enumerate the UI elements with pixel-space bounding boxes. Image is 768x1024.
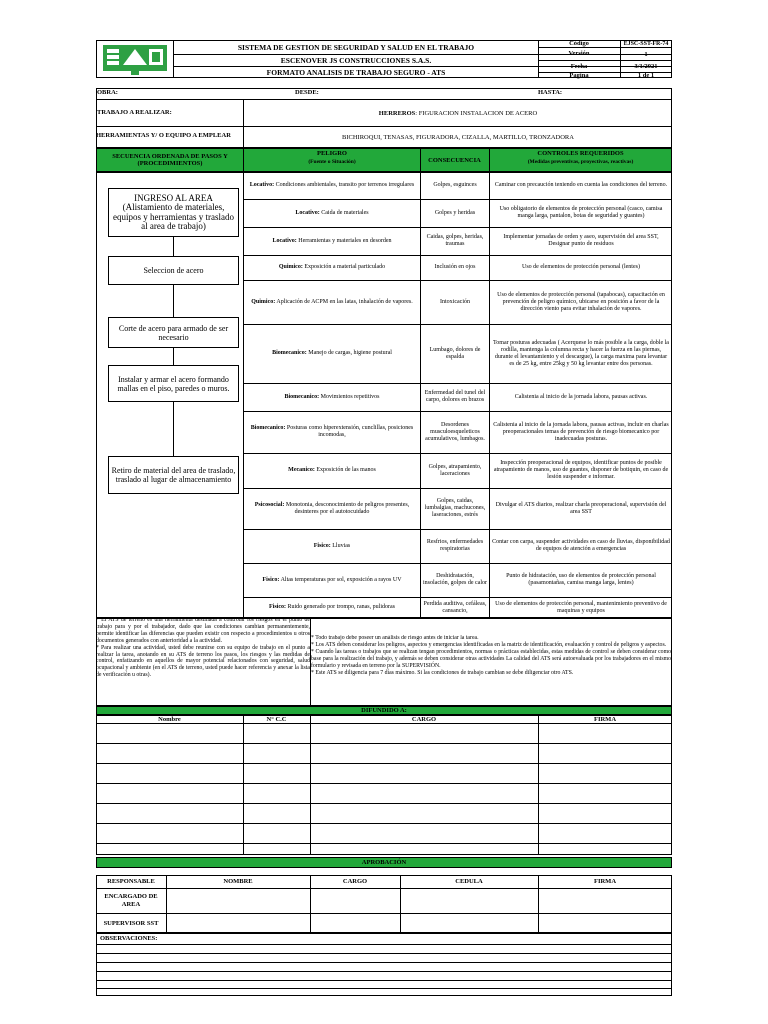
hazard-type: Biomecanico: <box>250 425 286 431</box>
hazard-cell <box>244 529 420 563</box>
control-cell: Uso de elementos de protección personal (tapabocas), capacitación en prevención de peligro químico, ubicarse en posición a favor de la dirección viento para evitar inhalación de vapores. <box>497 291 665 312</box>
hazard-type: Biomecanico: <box>284 393 320 400</box>
difundido-table <box>96 715 672 855</box>
consequence-cell: Intoxicación <box>440 298 470 305</box>
hazard-type: Mecanico: <box>288 467 315 473</box>
company-logo <box>96 40 174 78</box>
consequence-cell: Golpes y heridas <box>434 209 476 216</box>
value-pagina: 1 de 1 <box>637 71 655 79</box>
control-cell: Uso obligatorio de elementos de protección personal (casco, camisa manga larga, pantalon, botas de seguridad y guantes) <box>499 206 663 219</box>
consequence-cell: Golpes, esguinces <box>433 182 477 188</box>
hazard-source: Exposición de las manos <box>314 467 376 473</box>
hazard-source: Movimientos repetitivos <box>319 393 380 400</box>
hazard-type: Locativo: <box>295 209 320 216</box>
consequence-cell: Perdida auditiva, cefáleas, cansancio, <box>423 600 487 614</box>
header-secuencia: SECUENCIA ORDENADA DE PASOS Y (PROCEDIMIENTOS) <box>112 152 228 167</box>
hazard-source: Altas temperaturas por sol, exposición a rayos UV <box>279 576 402 583</box>
control-cell: Contar con carpa, suspender actividades en caso de lluvias, disponibilidad de equipos de atención a emergencias <box>492 539 670 552</box>
hazard-cell <box>244 172 420 199</box>
label-version: Versión <box>568 50 590 57</box>
header-controles <box>489 150 672 166</box>
aprobacion-title: APROBACIÓN <box>361 859 407 866</box>
control-cell: Calistenia al inicio de la jornada labora, pausas activas. <box>514 393 648 400</box>
hazard-cell <box>244 324 420 383</box>
control-cell: Inspección preoperacional de equipos, identificar puntos de posible atrapamiento de manos, uso de guantes, disponer de botiquin, en caso de lesión suspender e informar. <box>493 460 669 480</box>
hazard-type: Psicosocial: <box>254 501 285 508</box>
header-peligro <box>244 150 420 166</box>
value-fecha: 3/1/2021 <box>634 62 658 70</box>
step-retiro-material: Retiro de material del area de traslado, traslado al lugar de almacenamiento <box>108 456 239 494</box>
control-cell: Caminar con precaución teniendo en cuenta las condiciones del terreno. <box>494 182 668 188</box>
value-version: 1 <box>644 51 648 58</box>
header-controles-sub: (Medidas preventivas, proyectivas, reactivas) <box>527 159 634 165</box>
aprob-col-cargo: CARGO <box>342 878 368 885</box>
hazard-type: Fisico: <box>262 576 280 583</box>
obra-label: OBRA: <box>97 89 118 96</box>
notes-right: * Todo trabajo debe poseer un análisis de riesgo antes de iniciar la tarea. * Los ATS deben considerar los peligros, aspectos y emergencias identificadas en la matriz de identificación, evaluación y control de peligros y aspectos. * Cuando las tareas o trabajos que se realizan tengan procedimientos, normas o prácticas establecidas, estas medidas de control se deben considerar como base para la realización del trabajo, y además se deben considerar otras actividades La calidad del ATS será autoevaluada por los trabajadores en el mismo formulario y revisada en terreno por la SUPERVISIÓN. * Este ATS se diligencia para 7 días máximo. Si las condiciones de trabajo cambian se debe diligenciar otro ATS. <box>311 635 671 676</box>
aprob-col-firma: FIRMA <box>593 878 617 885</box>
signature-row-line <box>96 823 672 824</box>
difundido-title: DIFUNDIDO A: <box>361 707 407 714</box>
header-title-system: SISTEMA DE GESTION DE SEGURIDAD Y SALUD EN EL TRABAJO <box>237 43 475 52</box>
hazard-cell <box>244 383 420 411</box>
signature-row-line <box>96 783 672 784</box>
herramientas-label: HERRAMIENTAS Y/ O EQUIPO A EMPLEAR <box>96 132 231 139</box>
hazard-cell <box>244 411 420 453</box>
aprob-col-cedula: CEDULA <box>455 878 483 885</box>
hazard-source: Herramientas y materiales en desorden <box>296 237 392 244</box>
consequence-cell: Desordenes musculoesqueleticos acumulativos, lumbagos. <box>425 421 485 442</box>
observaciones-label: OBSERVACIONES: <box>100 935 158 942</box>
label-codigo: Código <box>569 40 589 47</box>
logo-graphic <box>97 41 173 77</box>
step-instalar-acero: Instalar y armar el acero formando mallas en el piso, paredes o muros. <box>108 365 239 402</box>
observation-line <box>96 971 672 972</box>
herramientas-value: BICHIROQUI, TENASAS, FIGURADORA, CIZALLA, MARTILLO, TRONZADORA <box>342 134 574 141</box>
trabajo-value <box>244 100 672 126</box>
hazard-type: Quimico: <box>278 264 303 270</box>
control-cell: Uso de elementos de protección personal, mantenimiento preventivo de maquinas y equipos <box>495 600 667 614</box>
hazard-source: Posturas como hiperextensión, cunclillas, posiciones incomodas, <box>285 425 414 438</box>
observation-line <box>96 980 672 981</box>
trabajo-value-text: : FIGURACION INSTALACION DE ACERO <box>415 109 538 117</box>
step-seleccion-acero: Seleccion de acero <box>108 256 239 285</box>
hazard-type: Quimico: <box>251 298 276 305</box>
aprob-col-responsable: RESPONSABLE <box>107 878 155 885</box>
hazard-cell <box>244 255 420 280</box>
hazard-cell <box>244 453 420 488</box>
difundido-col-nombre: Nombre <box>158 715 181 723</box>
hazard-cell <box>244 227 420 255</box>
hazard-source: Aplicación de ACPM en las latas, inhalación de vapores. <box>275 298 413 305</box>
hazard-cell <box>244 563 420 597</box>
observaciones-table <box>96 933 672 996</box>
consequence-cell: Golpes, caidas, lumbalgias, machucones, laseraciones, estrés <box>424 498 486 518</box>
control-cell: Uso de elementos de protección personal (lentes) <box>522 264 640 270</box>
header-title-format: FORMATO ANALISIS DE TRABAJO SEGURO - ATS <box>266 67 446 77</box>
control-cell: Implementar jornadas de orden y aseo, supervisión del area SST, Designar punto de residuos <box>503 234 659 247</box>
observation-line <box>96 988 672 989</box>
hazard-source: Lluvias <box>330 542 351 549</box>
difundido-col-cc: N° C.C <box>266 715 287 723</box>
hazard-type: Locativo: <box>272 237 297 244</box>
consequence-cell: Inclusión en ojos <box>434 264 476 270</box>
hazard-cell <box>244 488 420 529</box>
step-corte-acero: Corte de acero para armado de ser necesario <box>108 317 239 348</box>
step-ingreso-area: INGRESO AL AREA (Alistamiento de materiales, equipos y herramientas y traslado al area de trabajo) <box>108 188 239 237</box>
hazard-cell <box>244 597 420 618</box>
difundido-col-firma: FIRMA <box>593 715 617 723</box>
observation-line <box>96 944 672 945</box>
hasta-label: HASTA: <box>538 89 563 96</box>
hazard-cell <box>244 199 420 227</box>
header-peligro-sub: (Fuente o Situación) <box>308 159 356 165</box>
signature-row-line <box>96 743 672 744</box>
consequence-cell: Golpes, atrapamiento, laceraciones <box>428 463 482 477</box>
aprob-row-supervisor: SUPERVISOR SST <box>103 920 159 927</box>
hazard-source: Ruido generado por trompo, ranas, pulidoras <box>286 604 395 610</box>
control-cell: Calistenia al inicio de la jornada labora, pausas activas, incluir en charlas preoperacionales temas de prevención de riesgo biomecanico por inadecuadas posturas. <box>493 421 669 442</box>
control-cell: Divulgar el ATS diarios, realizar charla preoperacional, supervisión del area SST <box>495 501 667 515</box>
observation-line <box>96 962 672 963</box>
hazard-source: Exposición a material particulado <box>302 264 386 270</box>
signature-row-line <box>96 843 672 844</box>
difundido-col-cargo: CARGO <box>411 715 437 723</box>
hazard-type: Fisico: <box>313 542 331 549</box>
label-pagina: Pagina <box>569 71 589 79</box>
header-controles-title: CONTROLES REQUERIDOS <box>537 150 624 157</box>
hazard-cell <box>244 280 420 324</box>
signature-row-line <box>96 803 672 804</box>
hazard-source: Condiciones ambientales, transito por terrenos irregulares <box>274 182 415 188</box>
signature-row-line <box>96 723 672 724</box>
consequence-cell: Enfermedad del tunel del carpo, dolores en brazos <box>424 390 486 403</box>
trabajo-label: TRABAJO A REALIZAR: <box>97 109 172 116</box>
trabajo-value-bold: HERREROS <box>378 109 416 117</box>
consequence-cell: Deshidratación, insolación, golpes de calor <box>423 573 487 586</box>
hazard-type: Locativo: <box>249 182 275 188</box>
label-fecha: Fecha <box>570 62 588 70</box>
hazard-type: Biomecanico: <box>272 350 307 356</box>
observation-line <box>96 953 672 954</box>
header-title-company: ESCENOVER JS CONSTRUCCIONES S.A.S. <box>280 55 432 65</box>
hazard-source: Monotonia, desconocimiento de peligros presentes, desinteres por el autotocuidado <box>284 501 410 515</box>
aprob-row-encargado: ENCARGADO DE AREA <box>104 893 158 908</box>
header-peligro-title: PELIGRO <box>317 150 347 157</box>
consequence-cell: Lumbago, dolores de espalda <box>429 346 481 360</box>
desde-label: DESDE: <box>295 89 319 96</box>
consequence-cell: Resfrios, enfermedades respiratorias <box>426 539 484 552</box>
notes-left: * El ATS de terreno es una herramienta destinada a controlar los riesgos en el punto de trabajo para y por el trabajador, dado que las condiciones cambian permanentemente, permite identificar las diferencias que pueden existir con respecto a procedimientos u otros documentos generados con anterioridad a la actividad. * Para realizar una actividad, usted debe reunirse con su equipo de trabajo en el punto a realizar la tarea, anotando en su ATS de terreno los pasos, los riesgos y las medidas de control, enfatizando en aquellos de mayor potencial relacionados con seguridad, salud ocupacional y ambiente (en el ATS de terreno, usted puede hacer referencia y anexar la lista de verificación u otras). <box>96 617 310 679</box>
header-consecuencia: CONSECUENCIA <box>428 156 481 164</box>
consequence-cell: Caidas, golpes, heridas, traumas <box>426 234 484 247</box>
control-cell: Tomar posturas adecuadas ( Acerquese lo más posible a la carga, doble la rodilla, mantenga la columna recta y hacer la fuerza en las piernas, durante el levantamiento y el descargue), la carga maxima para levantar es de 25 kg, entre 25kg y 50 kg levantar entre dos personas. <box>493 339 669 367</box>
hazard-type: Fisico: <box>269 604 286 610</box>
aprob-col-nombre: NOMBRE <box>223 878 253 885</box>
hazard-source: Caida de materiales <box>319 209 369 216</box>
control-cell: Punto de hidratación, uso de elementos de protección personal (pasamontañas, camisa manga larga, lentes) <box>506 573 656 586</box>
hazard-source: Manejo de cargas, higiene postural <box>306 350 392 356</box>
signature-row-line <box>96 763 672 764</box>
value-codigo: EJSC-SST-FR-74 <box>623 40 669 47</box>
